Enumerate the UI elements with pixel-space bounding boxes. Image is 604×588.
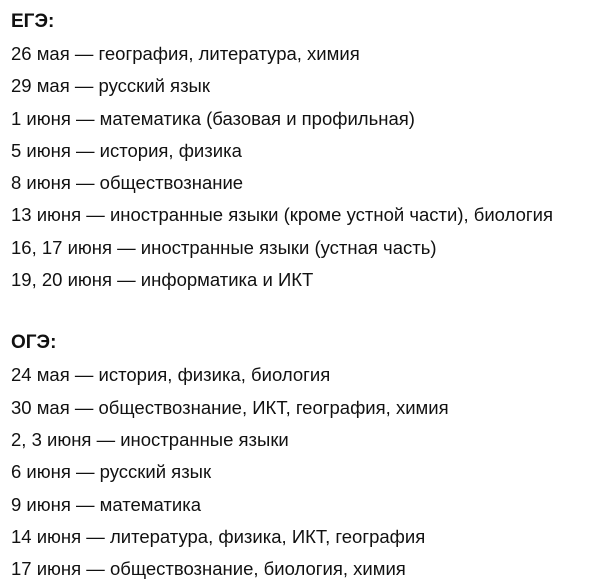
ege-schedule-line: 29 мая — русский язык xyxy=(11,75,210,97)
oge-schedule-line: 2, 3 июня — иностранные языки xyxy=(11,428,289,450)
oge-schedule-line: 30 мая — обществознание, ИКТ, география, химия xyxy=(11,396,449,418)
ege-section xyxy=(11,6,599,296)
oge-schedule-line: 6 июня — русский язык xyxy=(11,461,212,483)
oge-schedule-line: 9 июня — математика xyxy=(11,493,202,515)
ege-schedule-line: 8 июня — обществознание xyxy=(11,172,244,194)
oge-schedule-line: 14 июня — литература, физика, ИКТ, география xyxy=(11,525,426,547)
oge-schedule-line: 24 мая — история, физика, биология xyxy=(11,364,331,386)
ege-schedule-line: 1 июня — математика (базовая и профильная) xyxy=(11,107,415,129)
ege-schedule-line: 26 мая — география, литература, химия xyxy=(11,43,360,64)
ege-heading: ЕГЭ: xyxy=(11,11,55,32)
oge-schedule-line: 17 июня — обществознание, биология, химия xyxy=(11,558,406,580)
section-spacer xyxy=(11,296,599,327)
ege-schedule-line: 5 июня — история, физика xyxy=(11,139,242,161)
ege-schedule-line: 19, 20 июня — информатика и ИКТ xyxy=(11,269,314,291)
ege-schedule-line: 13 июня — иностранные языки (кроме устной части), биология xyxy=(11,204,553,226)
oge-heading: ОГЭ: xyxy=(11,332,57,354)
oge-section xyxy=(11,327,599,585)
exam-schedule-document xyxy=(11,6,599,585)
ege-schedule-line: 16, 17 июня — иностранные языки (устная часть) xyxy=(11,236,437,258)
